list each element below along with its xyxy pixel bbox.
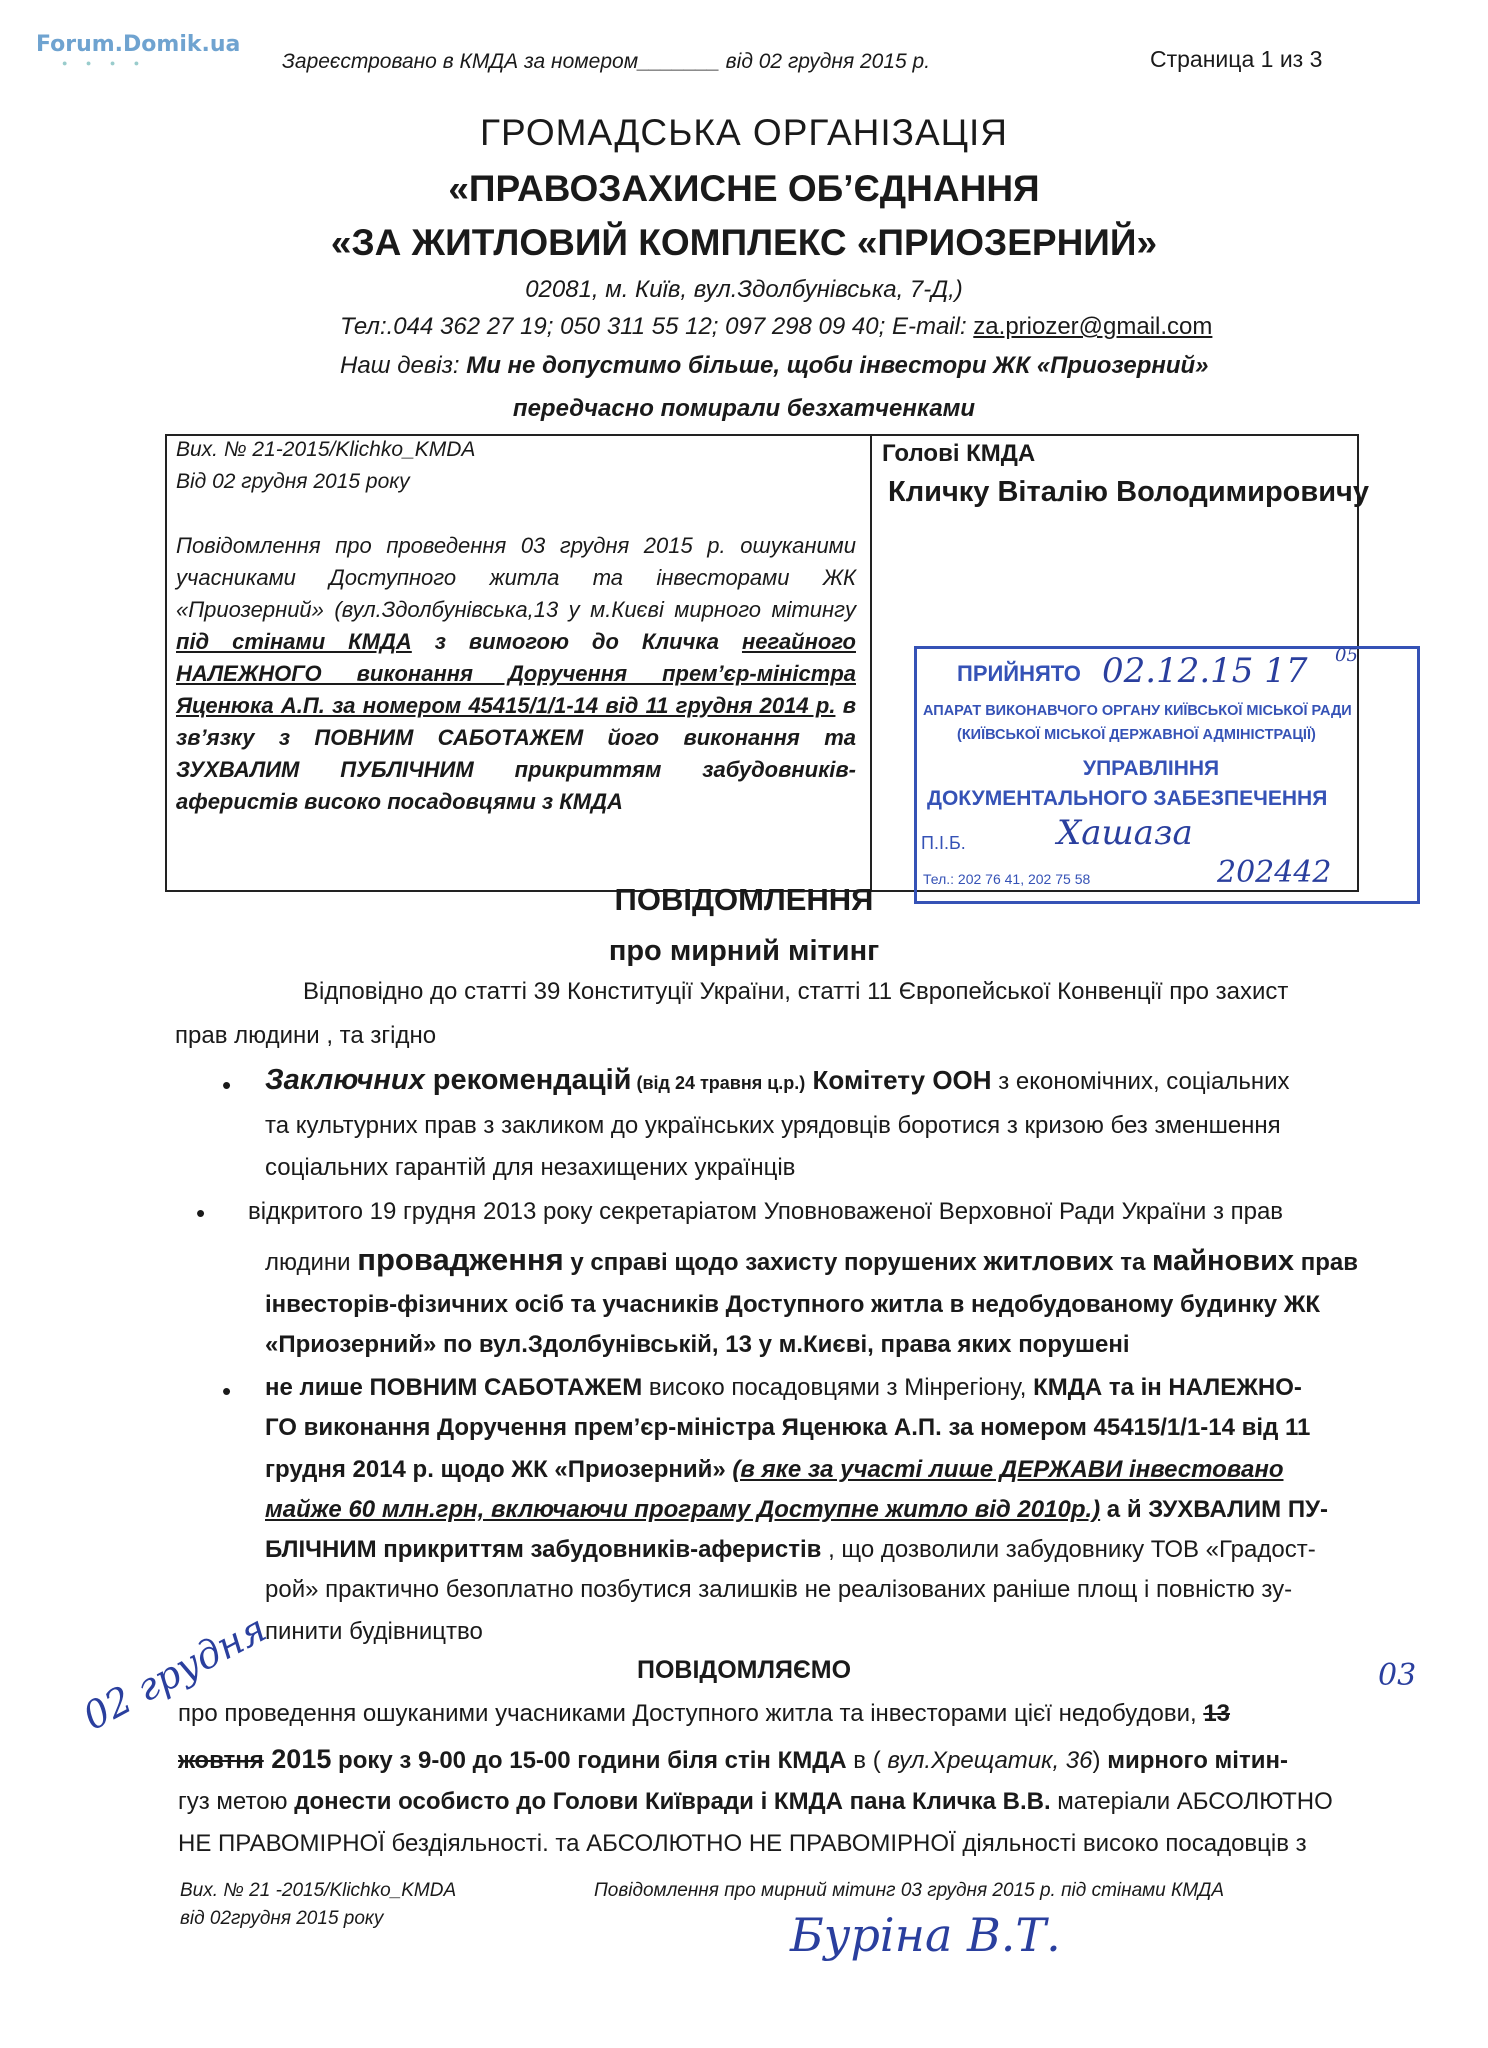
- p-l2f: ): [1092, 1747, 1108, 1774]
- b3-c: КМДА та ін НАЛЕЖНО-: [1033, 1374, 1302, 1401]
- stamp-accepted-minutes: 05: [1335, 645, 1358, 666]
- signature-text: Буріна В.Т.: [790, 1908, 1061, 1962]
- signature: [790, 1908, 1061, 1962]
- stamp-line-3: УПРАВЛІННЯ: [1083, 757, 1220, 780]
- footer-title: Повідомлення про мирний мітинг 03 грудня 2015 р. під стінами КМДА: [594, 1880, 1225, 1901]
- p-l2d: в (: [846, 1747, 888, 1774]
- bullet-3-line-4: [265, 1490, 1328, 1529]
- bullet-3-line-7: пинити будівництво: [265, 1618, 483, 1645]
- recipient-name: Кличку Віталію Володимировичу: [888, 476, 1369, 508]
- bullet-2-line-4: «Приозерний» по вул.Здолбунівській, 13 у м.Києві, права яких порушені: [265, 1331, 1130, 1358]
- p-l1-strike: 13: [1203, 1700, 1231, 1727]
- announce-heading: ПОВІДОМЛЯЄМО: [636, 1656, 852, 1684]
- b2-c: житлових: [983, 1246, 1114, 1276]
- b2-f: прав: [1294, 1249, 1358, 1276]
- b1-em: Заключних: [265, 1064, 425, 1096]
- recipient-title: Голові КМДА: [882, 440, 1036, 467]
- b3-l3a: грудня 2014 р. щодо ЖК «Приозерний»: [265, 1456, 733, 1483]
- bullet-2-line-1: відкритого 19 грудня 2013 року секретаріатом Уповноваженої Верховної Ради України з прав: [248, 1198, 1284, 1225]
- b3-l5a: БЛІЧНИМ прикриттям забудовників-аферистів: [265, 1536, 822, 1563]
- handwritten-margin-date: 02 грудня: [76, 1605, 274, 1739]
- b3-l4a: майже 60 млн.грн, включаючи програму Доступне житло від 2010р.): [265, 1496, 1101, 1523]
- stamp-line-1: АПАРАТ ВИКОНАВЧОГО ОРГАНУ КИЇВСЬКОЇ МІСЬКОЇ РАДИ: [923, 703, 1352, 719]
- org-title-3: «ЗА ЖИТЛОВИЙ КОМПЛЕКС «ПРИОЗЕРНИЙ»: [330, 222, 1158, 263]
- footer-out-number: Вих. № 21 -2015/Klichko_KMDA: [180, 1880, 457, 1901]
- bullet-2-line-3: інвесторів-фізичних осіб та учасників Доступного житла в недобудованому будинку ЖК: [265, 1291, 1321, 1318]
- b1-end: з економічних, соціальних: [991, 1068, 1290, 1095]
- box-divider: [870, 436, 872, 890]
- footer-out-date: від 02грудня 2015 року: [180, 1908, 384, 1929]
- b1-small: (від 24 травня ц.р.): [631, 1073, 806, 1093]
- stamp-line-2: (КИЇВСЬКОЇ МІСЬКОЇ ДЕРЖАВНОЇ АДМІНІСТРАЦІЇ): [957, 727, 1316, 743]
- b3-l3b: (в яке за участі лише ДЕРЖАВИ інвестовано: [732, 1456, 1284, 1483]
- announce-line-4: НЕ ПРАВОМІРНОЇ бездіяльності. та АБСОЛЮТНО НЕ ПРАВОМІРНОЇ діяльності високо посадовців з: [178, 1830, 1307, 1857]
- subject-mid: з вимогою до Кличка: [411, 629, 742, 654]
- org-title-2: «ПРАВОЗАХИСНЕ ОБ’ЄДНАННЯ: [448, 168, 1040, 209]
- bullet-3-line-6: рой» практично безоплатно позбутися залишків не реалізованих раніше площ і повністю зу-: [265, 1576, 1293, 1603]
- intro-line-2: прав людини , та згідно: [175, 1022, 437, 1049]
- subject-text: [176, 530, 856, 818]
- b3-b: високо посадовцями з Мінрегіону,: [642, 1374, 1034, 1401]
- b2-big: провадження: [357, 1242, 564, 1277]
- org-motto: [340, 352, 1209, 380]
- p-l2b: 2015: [263, 1744, 332, 1774]
- p-l3b: донести особисто до Голови Київради і КМДА пана Кличка В.В.: [294, 1788, 1051, 1815]
- notice-subtitle: про мирний мітинг: [608, 935, 880, 967]
- subject-start: Повідомлення про проведення 03 грудня 2015 р. ошуканими учасниками Доступного житла та інвесторами ЖК «Приозерний» (вул.Здолбунівська,13 у м.Києві мирного мітингу: [176, 533, 856, 622]
- bullet-dot-3: •: [222, 1376, 232, 1406]
- bullet-3-line-2: ГО виконання Доручення прем’єр-міністра Яценюка А.П. за номером 45415/1/1-14 від 11: [265, 1414, 1311, 1441]
- org-address: 02081, м. Київ, вул.Здолбунівська, 7-Д,): [525, 276, 963, 303]
- b1-bold2: Комітету ООН: [805, 1065, 992, 1095]
- subject-underline-2: негайного НАЛЕЖНОГО виконання Доручення прем’єр-міністра Яценюка А.П. за номером 45415/1/1-14 від 11 грудня 2014 р.: [176, 629, 856, 718]
- outgoing-date: Від 02 грудня 2015 року: [176, 470, 410, 493]
- notice-title: ПОВІДОМЛЕННЯ: [614, 882, 874, 917]
- b2-e: майнових: [1152, 1245, 1295, 1277]
- bullet-1-line-2: та культурних прав з закликом до українських урядовців боротися з кризою без зменшення: [265, 1112, 1281, 1139]
- handwritten-date-correction: 03: [1378, 1658, 1417, 1693]
- p-l2c: року з 9-00 до 15-00 години біля стін КМДА: [331, 1747, 847, 1774]
- intro-line-1: Відповідно до статті 39 Конституції України, статті 11 Європейської Конвенції про захист: [303, 978, 1289, 1005]
- registration-stamp: [914, 646, 1420, 904]
- p-l2g: мирного мітин-: [1107, 1747, 1288, 1774]
- subject-end: в зв’язку з ПОВНИМ САБОТАЖЕМ його виконання та ЗУХВАЛИМ ПУБЛІЧНИМ прикриттям забудовників-аферистів високо посадовцями з КМДА: [176, 693, 856, 814]
- org-title-1: ГРОМАДСЬКА ОРГАНІЗАЦІЯ: [479, 112, 1009, 153]
- b2-b: у справі щодо захисту порушених: [563, 1249, 984, 1276]
- outgoing-number: Вих. № 21-2015/Klichko_KMDA: [176, 438, 476, 461]
- org-phones: Тел:.044 362 27 19; 050 311 55 12; 097 298 09 40; E-mail:: [340, 313, 974, 340]
- p-l2e: вул.Хрещатик, 36: [887, 1747, 1093, 1774]
- bullet-3-line-1: [265, 1368, 1302, 1407]
- b1-bold: рекомендацій: [424, 1064, 632, 1096]
- stamp-number-handwritten: 202442: [1217, 855, 1332, 890]
- bullet-1-line-3: соціальних гарантій для незахищених українців: [265, 1154, 796, 1181]
- org-contacts: [340, 313, 1212, 341]
- registration-line: Зареєстровано в КМДА за номером_______ від 02 грудня 2015 р.: [282, 50, 931, 73]
- p-l3c: матеріали АБСОЛЮТНО: [1050, 1788, 1333, 1815]
- motto-prefix: Наш девіз:: [340, 352, 467, 379]
- b2-a: людини: [265, 1249, 358, 1276]
- stamp-accepted: ПРИЙНЯТО: [957, 661, 1081, 686]
- stamp-accepted-handwritten: 02.12.15 17: [1102, 651, 1308, 691]
- bullet-3-line-3: [265, 1450, 1283, 1489]
- bullet-dot-2: •: [196, 1198, 206, 1228]
- b3-l5b: , що дозволили забудовнику ТОВ «Градост-: [821, 1536, 1316, 1563]
- motto-line-2: передчасно помирали безхатченками: [512, 395, 976, 422]
- b2-d: та: [1113, 1249, 1152, 1276]
- subject-underline-1: під стінами КМДА: [176, 629, 412, 654]
- stamp-pib-handwritten: Хашаза: [1057, 813, 1193, 853]
- bullet-2-line-2: [265, 1240, 1358, 1282]
- announce-line-2: [178, 1744, 1288, 1775]
- org-email-link[interactable]: za.priozer@gmail.com: [973, 313, 1213, 340]
- bullet-1-line-1: [265, 1061, 1290, 1103]
- announce-line-1: [178, 1700, 1230, 1728]
- p-l2a: жовтня: [178, 1747, 264, 1774]
- p-l1: про проведення ошуканими учасниками Доступного житла та інвесторами цієї недобудови,: [178, 1700, 1197, 1727]
- stamp-phone: Тел.: 202 76 41, 202 75 58: [923, 871, 1091, 887]
- b3-a: не лише ПОВНИМ САБОТАЖЕМ: [265, 1374, 643, 1401]
- bullet-3-line-5: [265, 1530, 1316, 1569]
- stamp-pib-label: П.І.Б.: [921, 833, 966, 853]
- motto-text: Ми не допустимо більше, щоби інвестори ЖК «Приозерний»: [466, 352, 1209, 379]
- p-l3a: гуз метою: [178, 1788, 295, 1815]
- page-number: Страница 1 из 3: [1150, 46, 1323, 72]
- bullet-dot-1: •: [222, 1070, 232, 1100]
- stamp-line-4: ДОКУМЕНТАЛЬНОГО ЗАБЕЗПЕЧЕННЯ: [927, 787, 1328, 810]
- logo-dots: ● ● ● ●: [62, 58, 148, 68]
- b3-l4b: а й ЗУХВАЛИМ ПУ-: [1100, 1496, 1328, 1523]
- site-logo: Forum.Domik.ua: [36, 32, 241, 57]
- announce-line-3: [178, 1788, 1333, 1816]
